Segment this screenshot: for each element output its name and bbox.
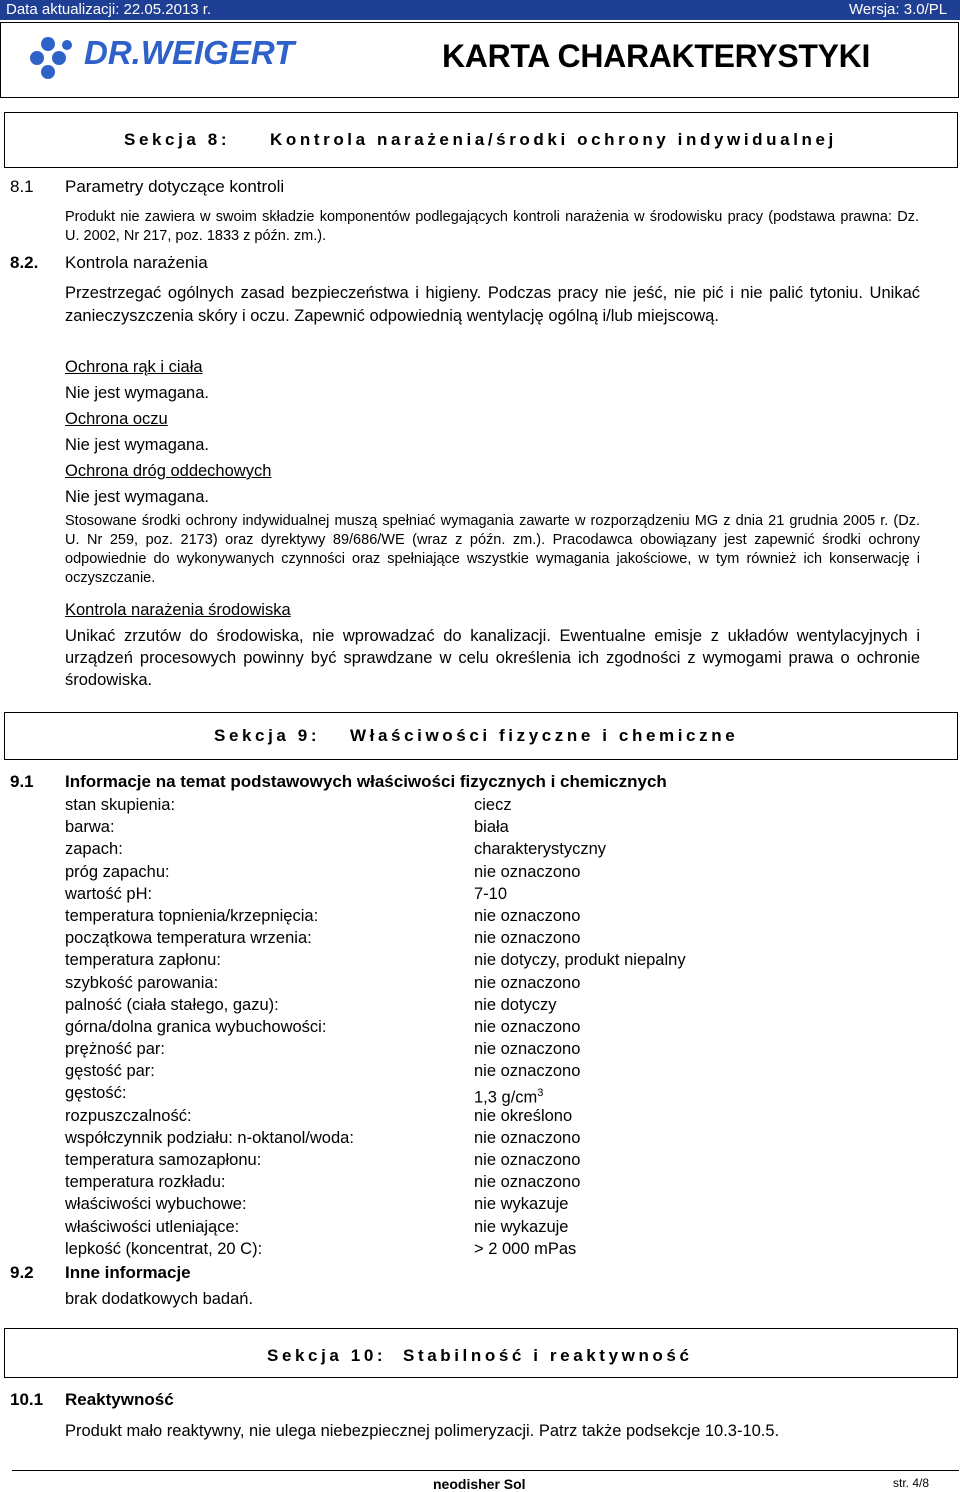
- property-name: stan skupienia:: [65, 796, 176, 814]
- eye-protection-title: Ochrona oczu: [65, 410, 168, 428]
- property-name: zapach:: [65, 840, 123, 859]
- property-value-text: nie wykazuje: [474, 1217, 569, 1236]
- property-value: [474, 905, 580, 927]
- respiratory-protection-text: Nie jest wymagana.: [65, 488, 209, 506]
- subsection-8-2-title: Kontrola narażenia: [65, 253, 208, 272]
- property-name: gęstość:: [65, 1084, 127, 1103]
- property-name: prężność par:: [65, 1040, 165, 1059]
- property-name: początkowa temperatura wrzenia:: [65, 929, 312, 948]
- property-value-text: nie wykazuje: [474, 1195, 569, 1214]
- property-value: [474, 972, 580, 994]
- footer-page-number: str. 4/8: [893, 1476, 930, 1490]
- property-name: współczynnik podziału: n-oktanol/woda:: [65, 1128, 354, 1147]
- subsection-9-1-title: Informacje na temat podstawowych właściwości fizycznych i chemicznych: [65, 772, 667, 791]
- property-value-text: nie oznaczono: [474, 1017, 581, 1036]
- property-value-text: 7-10: [474, 884, 508, 903]
- property-name: rozpuszczalność:: [65, 1106, 192, 1125]
- property-value-text: ciecz: [474, 796, 512, 814]
- property-value-text: nie oznaczono: [474, 906, 581, 925]
- subsection-9-2-number: 9.2: [10, 1263, 34, 1282]
- property-value-text: nie oznaczono: [474, 1173, 581, 1192]
- property-name: lepkość (koncentrat, 20 C):: [65, 1239, 263, 1258]
- property-name: temperatura samozapłonu:: [65, 1151, 262, 1169]
- property-value: [474, 883, 507, 905]
- property-value-text: nie oznaczono: [474, 1128, 581, 1147]
- section-10-label: Sekcja 10:: [267, 1346, 387, 1365]
- environmental-exposure-title: Kontrola narażenia środowiska: [65, 601, 291, 619]
- property-value: [474, 949, 686, 971]
- document-title: KARTA CHARAKTERYSTYKI: [442, 38, 871, 74]
- property-name: właściwości wybuchowe:: [65, 1195, 247, 1214]
- property-value: [474, 927, 580, 949]
- property-name: górna/dolna granica wybuchowości:: [65, 1017, 327, 1036]
- property-name: palność (ciała stałego, gazu):: [65, 995, 279, 1014]
- property-value: [474, 1193, 568, 1215]
- property-value: [474, 1127, 580, 1149]
- property-value-text: nie dotyczy, produkt niepalny: [474, 951, 686, 970]
- subsection-10-1-number: 10.1: [10, 1390, 44, 1409]
- property-value-text: biała: [474, 818, 509, 837]
- property-value-superscript: 3: [537, 1087, 544, 1100]
- property-name: próg zapachu:: [65, 862, 170, 881]
- logo: [28, 36, 74, 80]
- property-value-text: nie oznaczono: [474, 862, 581, 881]
- property-name: szybkość parowania:: [65, 973, 219, 992]
- property-value: [474, 816, 509, 838]
- update-date: Data aktualizacji: 22.05.2013 r.: [6, 1, 212, 18]
- property-value: [474, 1149, 580, 1171]
- property-value: [474, 861, 580, 883]
- property-value-text: nie oznaczono: [474, 929, 581, 948]
- exposure-control-intro: Przestrzegać ogólnych zasad bezpieczeństwa i higieny. Podczas pracy nie jeść, nie pić i nie palić tytoniu. Unikać zanieczyszczenia skóry i oczu. Zapewnić odpowiednią wentylację ogólną i/lub miejscową.: [65, 284, 920, 325]
- subsection-8-2-number: 8.2.: [10, 253, 39, 272]
- section-10-title: Stabilność i reaktywność: [403, 1346, 693, 1365]
- property-value: [474, 994, 557, 1016]
- property-value-text: nie oznaczono: [474, 973, 581, 992]
- subsection-9-2-title: Inne informacje: [65, 1263, 191, 1282]
- footer-divider: [12, 1470, 959, 1471]
- property-value: [474, 1060, 580, 1082]
- eye-protection-text: Nie jest wymagana.: [65, 436, 209, 454]
- property-value: [474, 838, 606, 860]
- hand-protection-text: Nie jest wymagana.: [65, 384, 209, 402]
- property-value: [474, 794, 512, 816]
- property-value: [474, 1238, 576, 1260]
- property-value: [474, 1216, 568, 1238]
- property-value: [474, 1038, 580, 1060]
- section-8-label: Sekcja 8:: [124, 130, 231, 149]
- property-value-text: nie dotyczy: [474, 995, 557, 1014]
- top-info-bar: [0, 0, 960, 20]
- subsection-9-1-number: 9.1: [10, 772, 34, 791]
- property-name: wartość pH:: [65, 884, 153, 903]
- logo-text: DR.WEIGERT: [84, 34, 295, 71]
- property-value-text: nie oznaczono: [474, 1062, 581, 1081]
- property-value-text: nie określono: [474, 1106, 573, 1125]
- property-name: temperatura zapłonu:: [65, 951, 221, 970]
- version-label: Wersja: 3.0/PL: [849, 1, 948, 18]
- property-name: właściwości utleniające:: [65, 1217, 240, 1236]
- property-value-text: charakterystyczny: [474, 840, 607, 859]
- ppe-regulation-text: Stosowane środki ochrony indywidualnej muszą spełniać wymagania zawarte w rozporządzeniu MG z dnia 21 grudnia 2005 r. (Dz. U. Nr 259, poz. 2173) oraz dyrektywy 89/686/WE (wraz z późn. zm.). Pracodawca obowiązany jest zapewnić środki ochrony odpowiednie do wykonywanych czynności oraz spełniające wszystkie wymagania jakościowe, w tym również ich konserwację i oczyszczanie.: [65, 513, 920, 586]
- subsection-8-1-number: 8.1: [10, 177, 34, 196]
- property-value-text: 1,3 g/cm: [474, 1088, 538, 1107]
- property-name: gęstość par:: [65, 1062, 155, 1081]
- section-9-title: Właściwości fizyczne i chemiczne: [350, 726, 739, 745]
- footer-product-name: neodisher Sol: [433, 1476, 526, 1492]
- section-9-label: Sekcja 9:: [214, 726, 321, 745]
- subsection-9-2-text: brak dodatkowych badań.: [65, 1290, 254, 1308]
- environmental-exposure-text: Unikać zrzutów do środowiska, nie wprowadzać do kanalizacji. Ewentualne emisje z układów wentylacyjnych i urządzeń procesowych powinny być sprawdzane w celu określenia ich zgodności z wymogami prawa o ochronie środowiska.: [65, 627, 920, 689]
- logo-molecule-icon: [28, 36, 74, 80]
- respiratory-protection-title: Ochrona dróg oddechowych: [65, 462, 272, 480]
- subsection-10-1-title: Reaktywność: [65, 1390, 174, 1409]
- hand-protection-title: Ochrona rąk i ciała: [65, 358, 203, 376]
- section-8-title: Kontrola narażenia/środki ochrony indywidualnej: [270, 130, 837, 149]
- property-name: barwa:: [65, 818, 115, 837]
- property-value: [474, 1171, 580, 1193]
- property-name: temperatura rozkładu:: [65, 1173, 226, 1192]
- property-value-text: nie oznaczono: [474, 1040, 581, 1059]
- property-value: [474, 1016, 580, 1038]
- subsection-10-1-text: Produkt mało reaktywny, nie ulega niebezpiecznej polimeryzacji. Patrz także podsekcje 10.3-10.5.: [65, 1422, 780, 1440]
- property-value-text: nie oznaczono: [474, 1151, 581, 1169]
- subsection-8-1-title: Parametry dotyczące kontroli: [65, 177, 285, 196]
- property-value: [474, 1105, 572, 1127]
- subsection-8-1-text: Produkt nie zawiera w swoim składzie komponentów podlegających kontroli narażenia w środowisku pracy (podstawa prawna: Dz. U. 2002, Nr 217, poz. 1833 z późn. zm.).: [65, 209, 919, 244]
- property-value-text: > 2 000 mPas: [474, 1239, 577, 1258]
- property-name: temperatura topnienia/krzepnięcia:: [65, 906, 319, 925]
